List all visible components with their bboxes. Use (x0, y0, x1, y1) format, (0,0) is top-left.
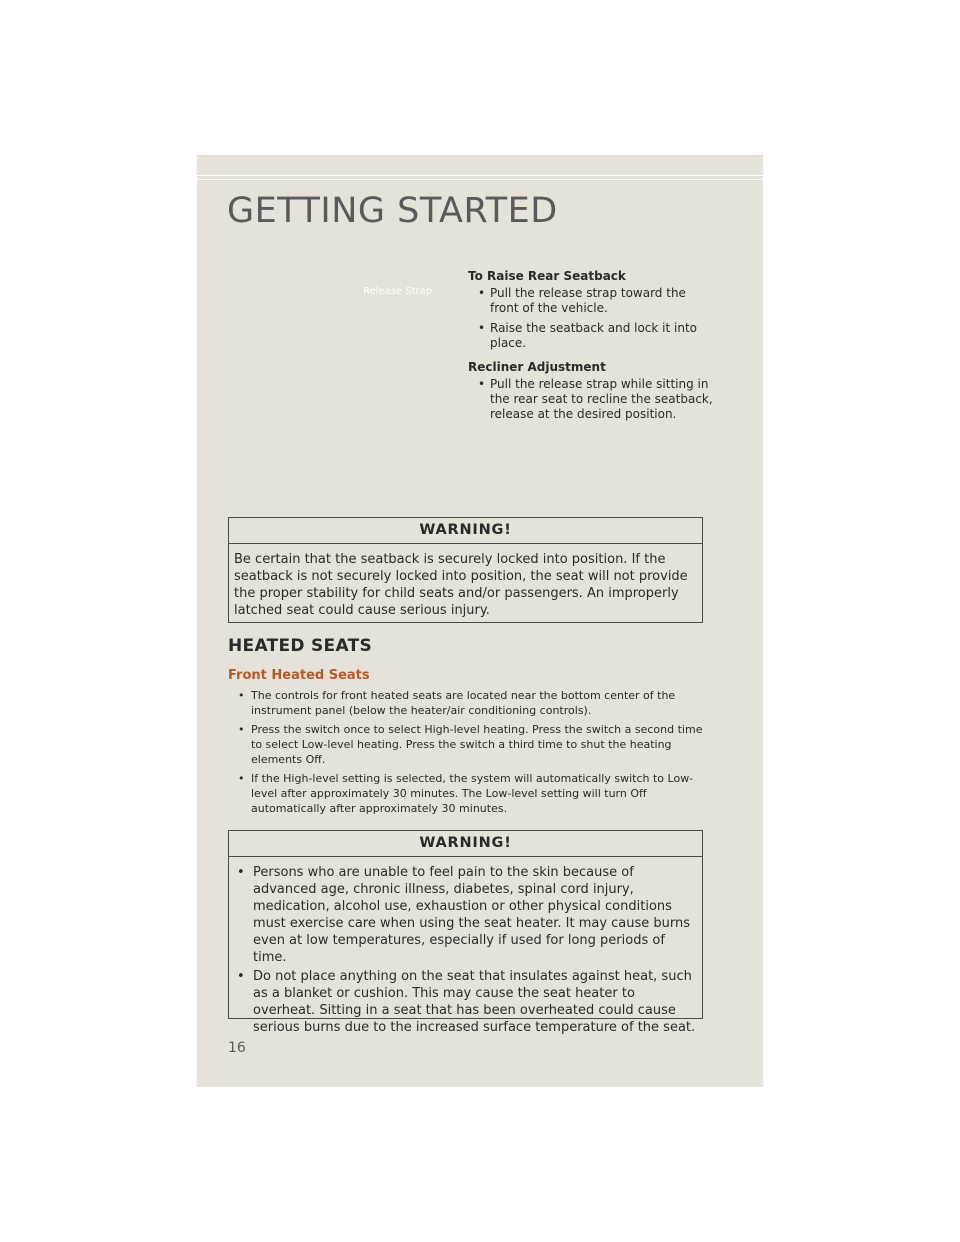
page-number: 16 (228, 1040, 246, 1056)
header-rule-secondary (197, 179, 763, 180)
section-title: GETTING STARTED (227, 191, 558, 231)
release-strap-callout: Release Strap (363, 286, 433, 297)
list-item: • Press the switch once to select High-level heating. Press the switch a second time to select Low-level heating. Press the switch a third time to shut the heating elements Off. (238, 722, 710, 767)
list-item: • Raise the seatback and lock it into place. (468, 321, 713, 351)
warning-text: Be certain that the seatback is securely locked into position. If the seatback is not securely locked into position, the seat will not provide the proper stability for child seats and/or passengers. An improperly latched seat could cause serious injury. (234, 552, 688, 618)
warning-title: WARNING! (229, 518, 702, 544)
list-item: • If the High-level setting is selected, the system will automatically switch to Low-level after approximately 30 minutes. The Low-level setting will turn Off automatically after approximately 30 minutes. (238, 771, 710, 816)
warning-title: WARNING! (229, 831, 702, 857)
seat-heater-warning-box (228, 830, 703, 1035)
list-item: • Pull the release strap while sitting in the rear seat to recline the seatback, release at the desired position. (468, 377, 713, 422)
list-item: • Pull the release strap toward the front of the vehicle. (468, 286, 713, 316)
header-rule (197, 175, 763, 176)
recliner-adjustment-list (468, 377, 713, 422)
front-heated-seats-subheading: Front Heated Seats (228, 668, 370, 683)
front-heated-seats-list (238, 688, 710, 820)
warning-body (229, 857, 702, 1046)
recliner-adjustment-heading: Recliner Adjustment (468, 360, 606, 374)
raise-seatback-heading: To Raise Rear Seatback (468, 269, 626, 283)
raise-seatback-list (468, 286, 713, 351)
heated-seats-heading: HEATED SEATS (228, 636, 373, 656)
list-item: • Do not place anything on the seat that insulates against heat, such as a blanket or cushion. This may cause the seat heater to overheat. Sitting in a seat that has been overheated could cause serious burns due to the increased surface temperature of the seat. (234, 968, 696, 1036)
rear-seatback-instructions (468, 269, 713, 431)
seatback-warning-box (228, 517, 703, 623)
list-item: • Persons who are unable to feel pain to the skin because of advanced age, chronic illness, diabetes, spinal cord injury, medication, alcohol use, exhaustion or other physical conditions must exercise care when using the seat heater. It may cause burns even at low temperatures, especially if used for long periods of time. (234, 864, 696, 966)
warning-list (234, 864, 696, 1036)
list-item: • The controls for front heated seats are located near the bottom center of the instrument panel (below the heater/air conditioning controls). (238, 688, 710, 718)
manual-page (197, 155, 763, 1087)
seat-release-strap-photo (228, 239, 466, 451)
